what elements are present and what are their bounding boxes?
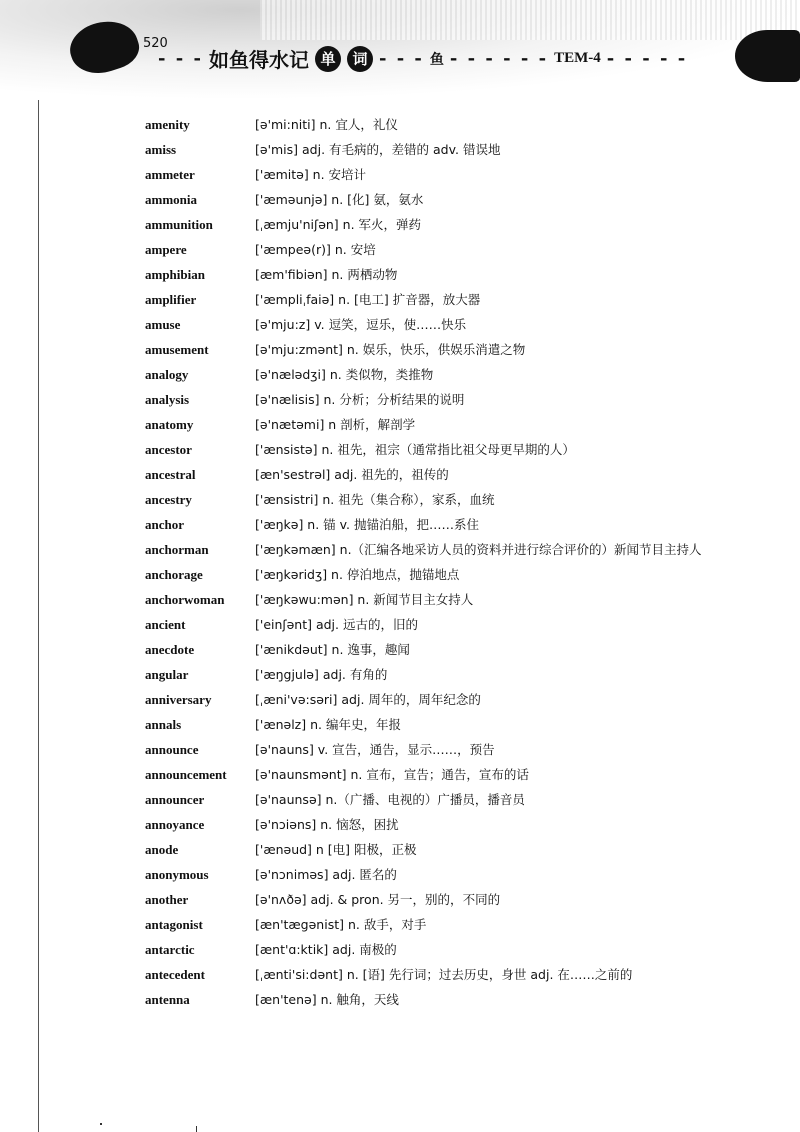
- vocab-word: ancestor: [145, 442, 192, 457]
- vocabulary-list: [145, 112, 715, 1012]
- page-margin-rule: [38, 0, 39, 1132]
- vocab-definition: ['æŋkəridʒ] n. 停泊地点，抛锚地点: [255, 567, 460, 582]
- vocab-entry: [145, 287, 715, 312]
- vocab-word: analogy: [145, 367, 189, 382]
- vocab-entry: [145, 262, 715, 287]
- vocab-word: antagonist: [145, 917, 203, 932]
- vocab-word: announcer: [145, 792, 205, 807]
- vocab-entry: [145, 837, 715, 862]
- vocab-word: annals: [145, 717, 182, 732]
- vocab-definition: [ə'nɔniməs] adj. 匿名的: [255, 867, 397, 882]
- vocab-word: analysis: [145, 392, 190, 407]
- vocab-word: anchorage: [145, 567, 203, 582]
- vocab-definition: ['æŋkəmæn] n.（汇编各地采访人员的资料并进行综合评价的）新闻节目主持人: [255, 542, 702, 557]
- vocab-entry: [145, 887, 715, 912]
- vocab-word: ancient: [145, 617, 186, 632]
- vocab-definition: [ə'naunsə] n.（广播、电视的）广播员，播音员: [255, 792, 525, 807]
- vocab-entry: [145, 962, 715, 987]
- page-header: [0, 0, 800, 100]
- vocab-definition: [ə'nælisis] n. 分析；分析结果的说明: [255, 392, 465, 407]
- vocab-entry: [145, 862, 715, 887]
- vocab-word: anchorwoman: [145, 592, 225, 607]
- scan-speck: [100, 1123, 102, 1125]
- vocab-entry: [145, 737, 715, 762]
- vocab-definition: [ə'nauns] v. 宣告，通告，显示……，预告: [255, 742, 495, 757]
- vocab-word: another: [145, 892, 189, 907]
- vocab-entry: [145, 187, 715, 212]
- vocab-definition: [ˌæni'və:səri] adj. 周年的，周年纪念的: [255, 692, 481, 707]
- vocab-entry: [145, 362, 715, 387]
- vocab-word: amenity: [145, 117, 190, 132]
- vocab-word: anniversary: [145, 692, 212, 707]
- header-dash-2: - - -: [378, 48, 424, 69]
- vocab-entry: [145, 412, 715, 437]
- vocab-definition: ['einʃənt] adj. 远古的，旧的: [255, 617, 418, 632]
- vocab-word: antarctic: [145, 942, 195, 957]
- scan-speck: [196, 1126, 197, 1132]
- badge-ci: 词: [347, 46, 373, 72]
- vocab-definition: [ə'mju:zmənt] n. 娱乐，快乐，供娱乐消遣之物: [255, 342, 526, 357]
- vocab-definition: [ə'mju:z] v. 逗笑，逗乐，使……快乐: [255, 317, 467, 332]
- header-dash-4: - - - - -: [606, 48, 688, 69]
- vocab-entry: [145, 237, 715, 262]
- vocab-entry: [145, 562, 715, 587]
- vocab-definition: ['æmitə] n. 安培计: [255, 167, 367, 182]
- vocab-definition: [ə'nætəmi] n 剖析，解剖学: [255, 417, 416, 432]
- vocab-word: ammunition: [145, 217, 213, 232]
- vocab-definition: ['ænsistə] n. 祖先，祖宗（通常指比祖父母更早期的人）: [255, 442, 575, 457]
- seal-mark: 鱼: [429, 51, 444, 68]
- vocab-definition: [ˌæmju'niʃən] n. 军火，弹药: [255, 217, 422, 232]
- vocab-word: antecedent: [145, 967, 205, 982]
- vocab-definition: [æn'sestrəl] adj. 祖先的，祖传的: [255, 467, 449, 482]
- vocab-definition: ['æŋkəwu:mən] n. 新闻节目主女持人: [255, 592, 474, 607]
- vocab-word: amiss: [145, 142, 177, 157]
- fish-left-icon: [64, 13, 144, 82]
- vocab-word: amuse: [145, 317, 181, 332]
- vocab-definition: [ˌænti'si:dənt] n. [语] 先行词；过去历史，身世 adj. 在……之前的: [255, 967, 633, 982]
- vocab-word: angular: [145, 667, 189, 682]
- vocab-definition: ['æməunjə] n. [化] 氨，氨水: [255, 192, 424, 207]
- vocab-word: antenna: [145, 992, 190, 1007]
- vocab-entry: [145, 487, 715, 512]
- vocab-definition: [ænt'ɑ:ktik] adj. 南极的: [255, 942, 397, 957]
- vocab-definition: [ə'naunsmənt] n. 宣布，宣告；通告，宣布的话: [255, 767, 529, 782]
- vocab-entry: [145, 212, 715, 237]
- vocab-entry: [145, 337, 715, 362]
- vocab-entry: [145, 712, 715, 737]
- vocab-entry: [145, 912, 715, 937]
- vocab-definition: [æm'fibiən] n. 两栖动物: [255, 267, 398, 282]
- vocab-definition: [ə'mi:niti] n. 宜人，礼仪: [255, 117, 398, 132]
- page-number: 520: [143, 36, 168, 51]
- vocab-entry: [145, 587, 715, 612]
- vocab-definition: ['æŋkə] n. 锚 v. 抛锚泊船，把……系住: [255, 517, 480, 532]
- vocab-word: ancestral: [145, 467, 196, 482]
- vocab-definition: [ə'mis] adj. 有毛病的，差错的 adv. 错误地: [255, 142, 501, 157]
- fish-right-icon: [735, 30, 800, 82]
- vocab-entry: [145, 437, 715, 462]
- vocab-definition: ['ænikdəut] n. 逸事，趣闻: [255, 642, 410, 657]
- vocab-word: anchorman: [145, 542, 209, 557]
- vocab-entry: [145, 787, 715, 812]
- vocab-definition: ['ænəlz] n. 编年史，年报: [255, 717, 401, 732]
- vocab-definition: [ə'nɔiəns] n. 恼怒，困扰: [255, 817, 399, 832]
- vocab-word: anode: [145, 842, 179, 857]
- vocab-word: ammonia: [145, 192, 197, 207]
- vocab-definition: ['æŋgjulə] adj. 有角的: [255, 667, 388, 682]
- vocab-entry: [145, 112, 715, 137]
- vocab-definition: ['ænsistri] n. 祖先（集合称），家系，血统: [255, 492, 495, 507]
- vocab-definition: ['ænəud] n [电] 阳极，正极: [255, 842, 417, 857]
- vocab-word: anonymous: [145, 867, 209, 882]
- header-texture: [260, 0, 800, 40]
- header-title-line: [158, 44, 728, 73]
- vocab-entry: [145, 937, 715, 962]
- vocab-entry: [145, 662, 715, 687]
- vocab-definition: ['æmpliˌfaiə] n. [电工] 扩音器，放大器: [255, 292, 481, 307]
- vocab-definition: [æn'tægənist] n. 敌手，对手: [255, 917, 427, 932]
- vocab-word: ampere: [145, 242, 187, 257]
- vocab-entry: [145, 537, 715, 562]
- vocab-word: amusement: [145, 342, 209, 357]
- header-dash-1: - - -: [158, 48, 203, 69]
- vocab-entry: [145, 512, 715, 537]
- vocab-entry: [145, 612, 715, 637]
- exam-tag: TEM-4: [554, 50, 601, 66]
- vocab-entry: [145, 137, 715, 162]
- vocab-entry: [145, 987, 715, 1012]
- vocab-entry: [145, 462, 715, 487]
- vocab-word: announcement: [145, 767, 227, 782]
- vocab-word: annoyance: [145, 817, 205, 832]
- vocab-word: ammeter: [145, 167, 195, 182]
- vocab-entry: [145, 387, 715, 412]
- vocab-word: announce: [145, 742, 199, 757]
- vocab-word: anecdote: [145, 642, 195, 657]
- vocab-definition: ['æmpeə(r)] n. 安培: [255, 242, 376, 257]
- vocab-entry: [145, 812, 715, 837]
- vocab-definition: [ə'nælədʒi] n. 类似物，类推物: [255, 367, 434, 382]
- vocab-word: amphibian: [145, 267, 205, 282]
- vocab-entry: [145, 637, 715, 662]
- vocab-word: amplifier: [145, 292, 197, 307]
- vocab-word: anchor: [145, 517, 184, 532]
- vocab-entry: [145, 162, 715, 187]
- vocab-word: ancestry: [145, 492, 192, 507]
- header-dash-3: - - - - - -: [449, 48, 549, 69]
- book-title: 如鱼得水记: [208, 48, 309, 72]
- vocab-entry: [145, 762, 715, 787]
- badge-dan: 单: [315, 46, 341, 72]
- vocab-definition: [æn'tenə] n. 触角，天线: [255, 992, 399, 1007]
- vocab-definition: [ə'nʌðə] adj. & pron. 另一，别的，不同的: [255, 892, 501, 907]
- vocab-entry: [145, 312, 715, 337]
- vocab-word: anatomy: [145, 417, 194, 432]
- vocab-entry: [145, 687, 715, 712]
